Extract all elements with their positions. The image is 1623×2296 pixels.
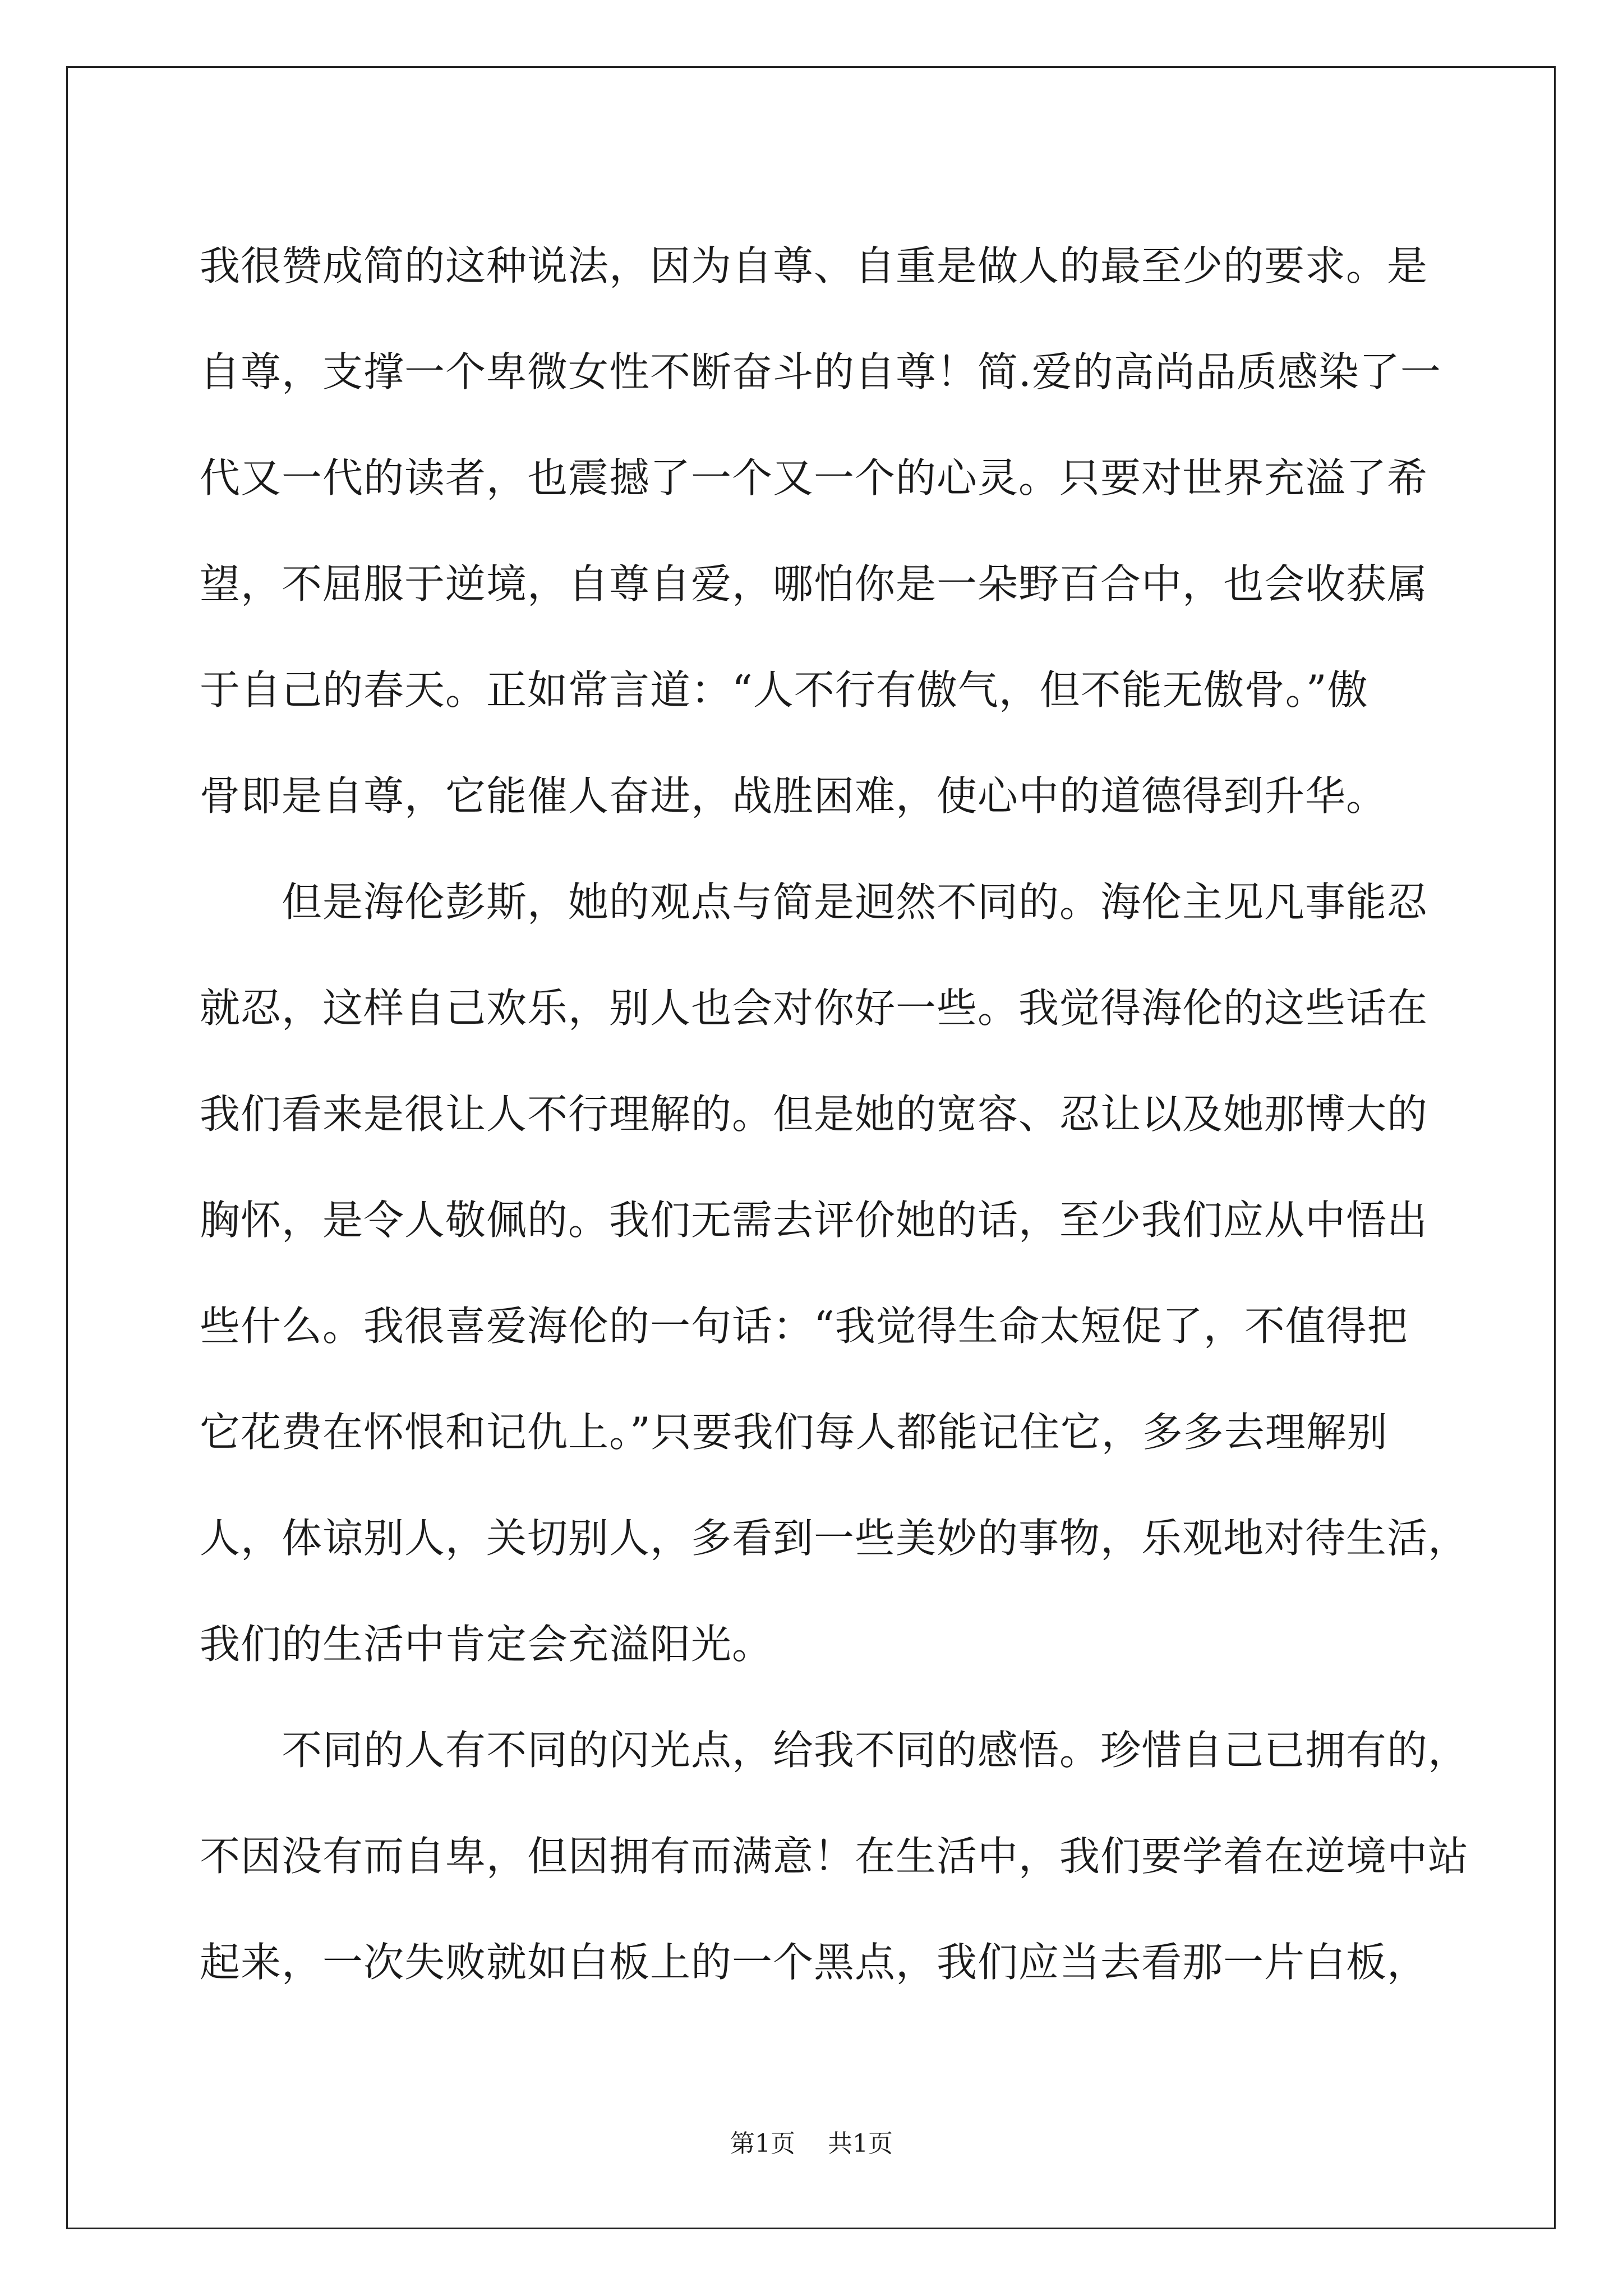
text-line: 不同的人有不同的闪光点，给我不同的感悟。珍惜自己已拥有的， [200,1727,1469,1774]
text-line: 不因没有而自卑，但因拥有而满意！在生活中，我们要学着在逆境中站 [200,1833,1469,1880]
page-footer [0,2127,1623,2161]
text-line: 胸怀，是令人敬佩的。我们无需去评价她的话，至少我们应从中悟出 [200,1197,1428,1244]
text-line: 起来，一次失败就如白板上的一个黑点，我们应当去看那一片白板， [200,1939,1428,1986]
text-line: 我们的生活中肯定会充溢阳光。 [200,1621,773,1668]
text-line: 些什么。我很喜爱海伦的一句话：“我觉得生命太短促了，不值得把 [200,1303,1408,1350]
text-line: 于自己的春天。正如常言道：“人不行有傲气，但不能无傲骨。”傲 [200,666,1368,714]
page-number: 第1页 [730,2129,795,2158]
text-line: 人，体谅别人，关切别人，多看到一些美妙的事物，乐观地对待生活， [200,1515,1469,1562]
text-line: 我们看来是很让人不行理解的。但是她的宽容、忍让以及她那博大的 [200,1091,1428,1138]
text-line: 就忍，这样自己欢乐，别人也会对你好一些。我觉得海伦的这些话在 [200,984,1428,1032]
text-line: 代又一代的读者，也震撼了一个又一个的心灵。只要对世界充溢了希 [200,454,1428,501]
page-total: 共1页 [828,2129,893,2158]
text-line: 我很赞成简的这种说法，因为自尊、自重是做人的最至少的要求。是 [200,242,1428,289]
text-line: 自尊，支撑一个卑微女性不断奋斗的自尊！简.爱的高尚品质感染了一 [200,348,1441,395]
text-line: 但是海伦彭斯，她的观点与简是迥然不同的。海伦主见凡事能忍 [200,878,1428,926]
text-line: 望，不屈服于逆境，自尊自爱，哪怕你是一朵野百合中，也会收获属 [200,560,1428,608]
text-line: 它花费在怀恨和记仇上。”只要我们每人都能记住它，多多去理解别 [200,1409,1388,1456]
text-line: 骨即是自尊，它能催人奋进，战胜困难，使心中的道德得到升华。 [200,772,1387,820]
document-body [200,213,1469,2016]
